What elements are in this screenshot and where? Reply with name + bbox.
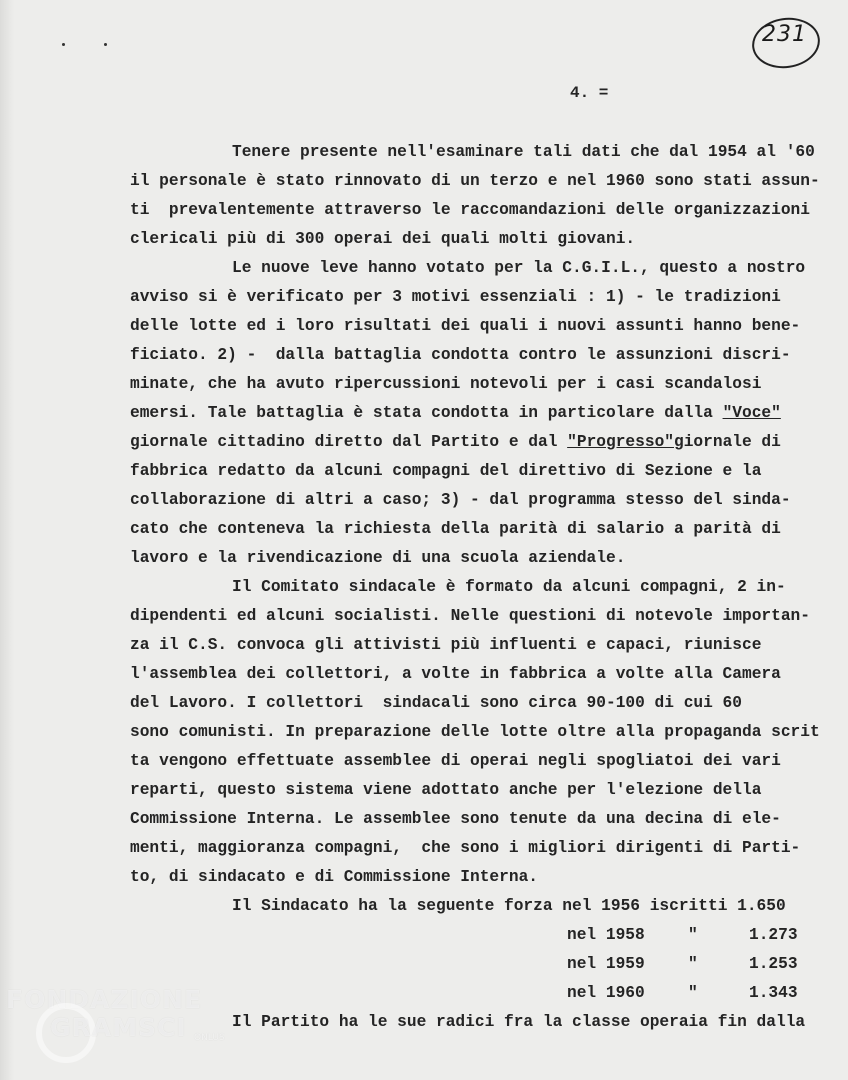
newspaper-voce: "Voce": [722, 404, 781, 422]
text-line: ficiato. 2) - dalla battaglia condotta contro le assunzioni discri-: [130, 346, 791, 364]
text-line: [130, 403, 781, 423]
text-line: l'assemblea dei collettori, a volte in fabbrica a volte alla Camera: [130, 665, 781, 683]
text-line: za il C.S. convoca gli attivisti più influenti e capaci, riunisce: [130, 636, 762, 654]
text-run: giornale di: [674, 433, 781, 451]
text-line: avviso si è verificato per 3 motivi essenziali : 1) - le tradizioni: [130, 288, 781, 306]
ink-dot: [104, 43, 107, 46]
watermark-line1: FONDAZIONE: [6, 985, 203, 1014]
watermark-sub: ONLUS: [194, 1033, 225, 1043]
text-line: to, di sindacato e di Commissione Interna.: [130, 868, 538, 886]
text-line: dipendenti ed alcuni socialisti. Nelle questioni di notevole importan-: [130, 607, 810, 625]
text-line: Il Partito ha le sue radici fra la classe operaia fin dalla: [232, 1013, 806, 1031]
watermark-line2: GRAMSCI: [50, 1013, 187, 1042]
ink-dot: [62, 43, 65, 46]
fondazione-gramsci-watermark: [6, 985, 225, 1043]
text-line: clericali più di 300 operai dei quali molti giovani.: [130, 230, 636, 248]
text-line: il personale è stato rinnovato di un terzo e nel 1960 sono stati assun-: [130, 172, 820, 190]
membership-count: 1.273: [749, 926, 798, 944]
membership-year: nel 1958: [567, 926, 645, 944]
watermark-circle-icon: [36, 1003, 96, 1063]
archive-number: 231: [762, 22, 807, 47]
ditto-mark: ": [688, 955, 698, 973]
page-number: 4. =: [570, 84, 609, 102]
text-line: Tenere presente nell'esaminare tali dati che dal 1954 al '60: [232, 143, 815, 161]
text-line: delle lotte ed i loro risultati dei quali i nuovi assunti hanno bene-: [130, 317, 801, 335]
text-line: lavoro e la rivendicazione di una scuola aziendale.: [130, 549, 626, 567]
text-line: ta vengono effettuate assemblee di operai negli spogliatoi dei vari: [130, 752, 781, 770]
text-line: menti, maggioranza compagni, che sono i migliori dirigenti di Parti-: [130, 839, 801, 857]
ditto-mark: ": [688, 926, 698, 944]
text-line: sono comunisti. In preparazione delle lotte oltre alla propaganda scrit: [130, 723, 820, 741]
membership-year: nel 1960: [567, 984, 645, 1002]
membership-row-1956: Il Sindacato ha la seguente forza nel 1956 iscritti 1.650: [232, 897, 786, 915]
text-line: minate, che ha avuto ripercussioni notevoli per i casi scandalosi: [130, 375, 762, 393]
membership-count: 1.343: [749, 984, 798, 1002]
text-line: Il Comitato sindacale è formato da alcuni compagni, 2 in-: [232, 578, 786, 596]
membership-year: nel 1959: [567, 955, 645, 973]
text-line: cato che conteneva la richiesta della parità di salario a parità di: [130, 520, 781, 538]
text-line: ti prevalentemente attraverso le raccomandazioni delle organizzazioni: [130, 201, 810, 219]
text-line: collaborazione di altri a caso; 3) - dal programma stesso del sinda-: [130, 491, 791, 509]
text-line: reparti, questo sistema viene adottato anche per l'elezione della: [130, 781, 762, 799]
text-line: fabbrica redatto da alcuni compagni del direttivo di Sezione e la: [130, 462, 762, 480]
text-line: [130, 432, 781, 452]
membership-count: 1.253: [749, 955, 798, 973]
text-line: Le nuove leve hanno votato per la C.G.I.L., questo a nostro: [232, 259, 806, 277]
text-run: giornale cittadino diretto dal Partito e dal: [130, 433, 568, 451]
page-edge-shadow: [0, 0, 14, 1080]
ditto-mark: ": [688, 984, 698, 1002]
text-line: Commissione Interna. Le assemblee sono tenute da una decina di ele-: [130, 810, 781, 828]
newspaper-progresso: "Progresso": [567, 433, 674, 451]
text-line: del Lavoro. I collettori sindacali sono circa 90-100 di cui 60: [130, 694, 742, 712]
text-run: emersi. Tale battaglia è stata condotta in particolare dalla: [130, 404, 723, 422]
